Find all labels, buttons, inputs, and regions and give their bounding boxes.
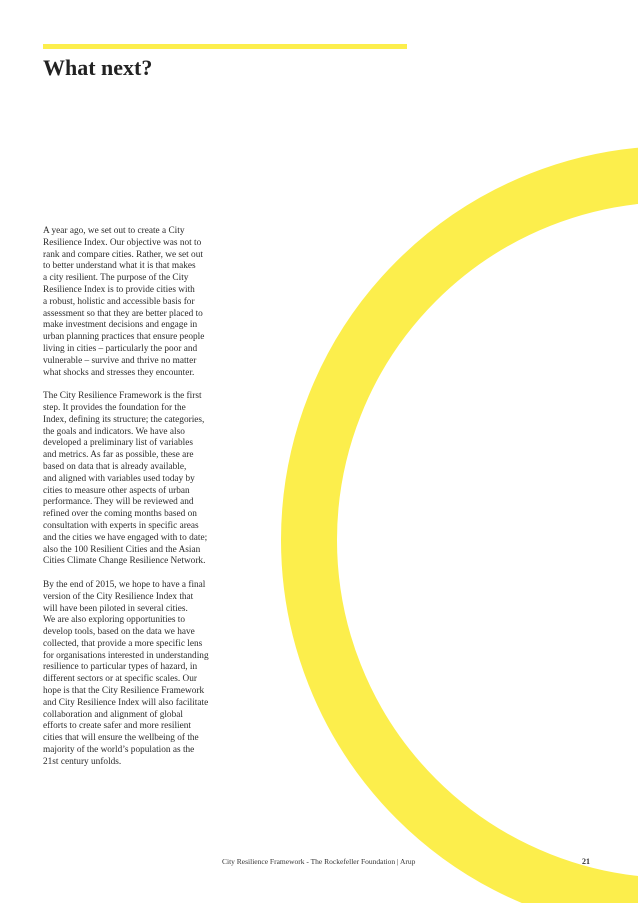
paragraph-outlook: By the end of 2015, we hope to have a final version of the City Resilience Index that will have been piloted in several cities. We are also exploring opportunities to develop tools, based on the data we have collected, that provide a more specific lens for organisations interested in understanding resilience to particular types of hazard, in different sectors or at specific scales. Our hope is that the City Resilience Framework and City Resilience Index will also facilitate collaboration and alignment of global efforts to create safer and more resilient cities that will ensure the wellbeing of the majority of the world’s population as the 21st century unfolds.: [43, 579, 209, 767]
paragraph-framework: The City Resilience Framework is the first step. It provides the foundation for the Index, defining its structure; the categories, the goals and indicators. We have also developed a preliminary list of variables and metrics. As far as possible, these are based on data that is already available, and aligned with variables used today by cities to measure other aspects of urban performance. They will be reviewed and refined over the coming months based on consultation with experts in specific areas and the cities we have engaged with to date; also the 100 Resilient Cities and the Asian Cities Climate Change Resilience Network.: [43, 391, 208, 567]
page-number: 21: [582, 857, 590, 866]
body-text: [43, 226, 229, 780]
paragraph-intro: A year ago, we set out to create a City Resilience Index. Our objective was not to rank and compare cities. Rather, we set out to better understand what it is that makes a city resilient. The purpose of the City Resilience Index is to provide cities with a robust, holistic and accessible basis for assessment so that they are better placed to make investment decisions and engage in urban planning practices that ensure people living in cities – particularly the poor and vulnerable – survive and thrive no matter what shocks and stresses they encounter.: [43, 226, 205, 378]
page-title: What next?: [43, 55, 153, 80]
title-accent-bar: [43, 44, 407, 49]
footer-source: City Resilience Framework - The Rockefeller Foundation | Arup: [222, 857, 416, 866]
